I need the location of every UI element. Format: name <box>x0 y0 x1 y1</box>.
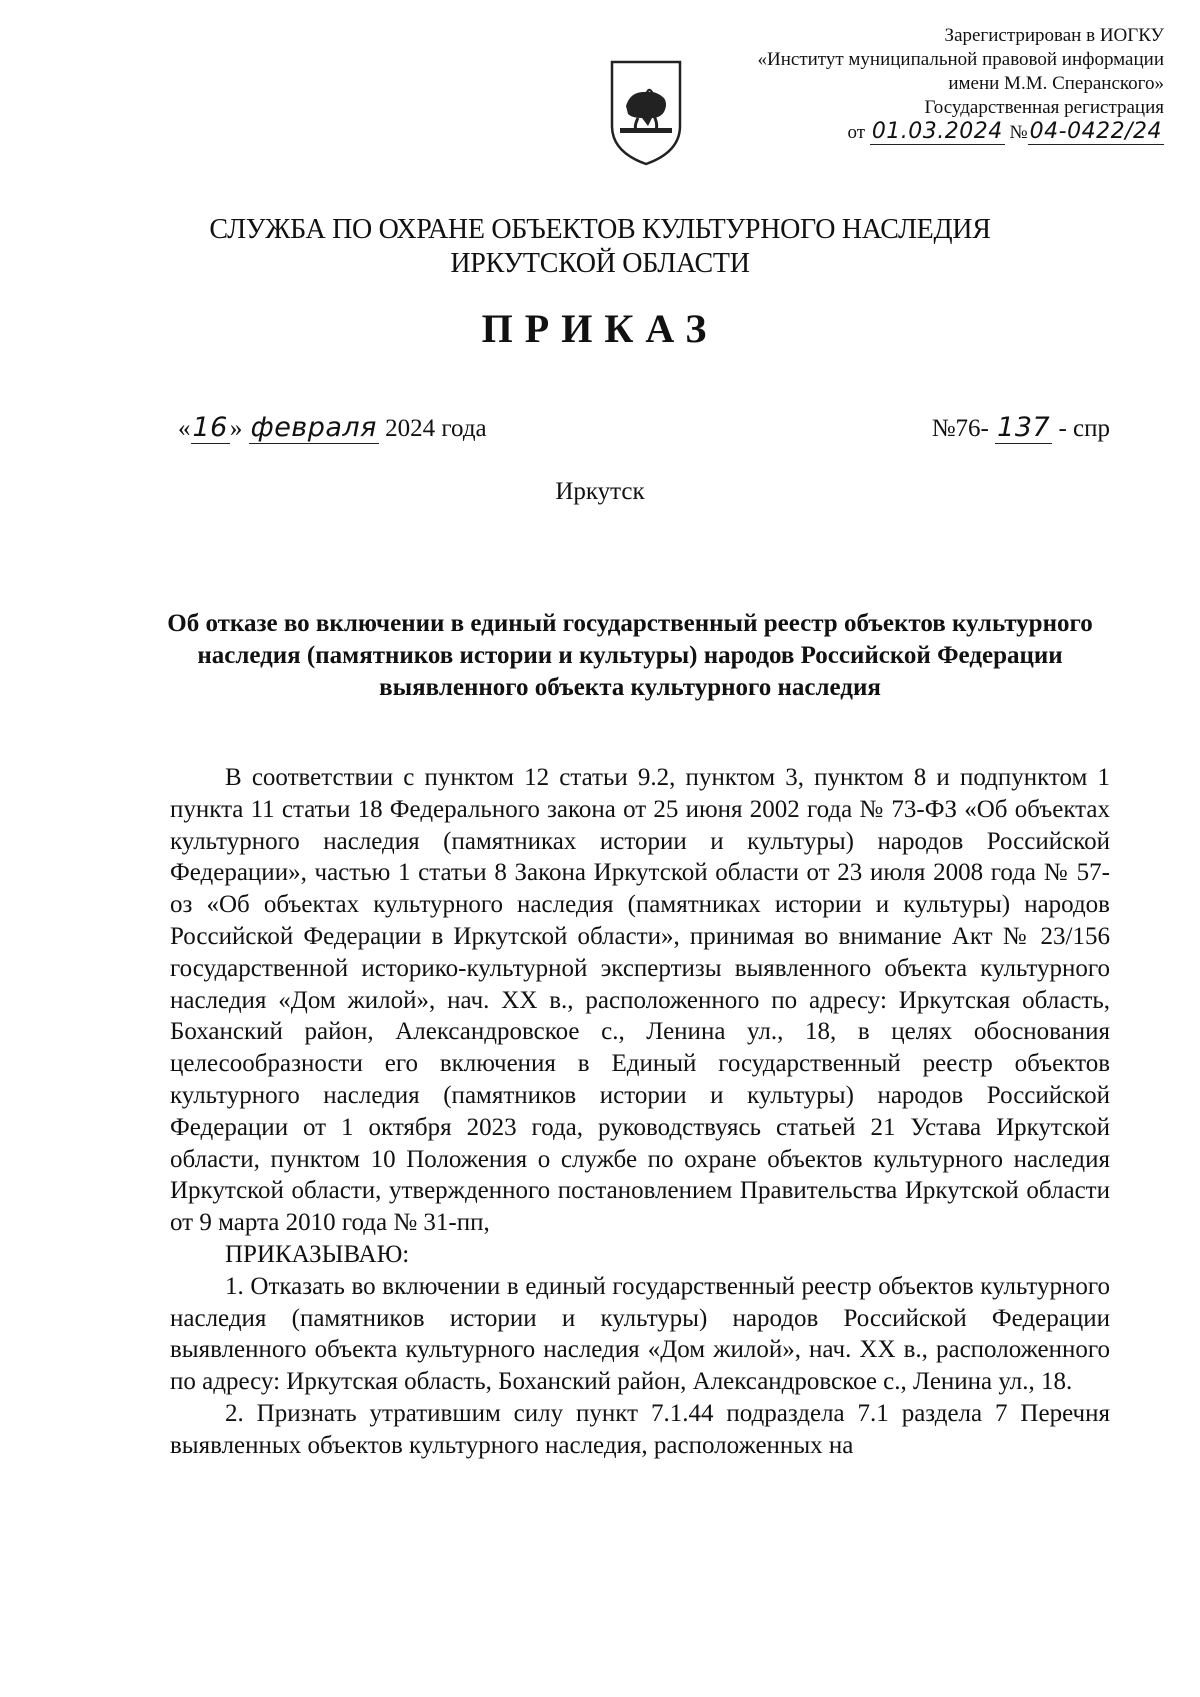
order-number-suffix: - спр <box>1058 415 1110 442</box>
registration-number-handwritten: 04-0422/24 <box>1029 119 1162 144</box>
order-number-prefix: №76- <box>931 415 989 442</box>
close-quote: » <box>229 415 243 442</box>
registration-date-line <box>758 120 1165 145</box>
registration-number-prefix: № <box>1009 122 1028 143</box>
document-subject: Об отказе во включении в единый государственный реестр объектов культурного наследия (памятников истории и культуры) народов Российской Федерации выявленного объекта культурного наследия <box>167 610 1093 701</box>
registration-line-3: имени М.М. Сперанского» <box>948 73 1164 94</box>
open-quote: « <box>178 415 191 442</box>
organization-line-1: СЛУЖБА ПО ОХРАНЕ ОБЪЕКТОВ КУЛЬТУРНОГО НАСЛЕДИЯ <box>209 214 991 245</box>
order-item-1: 1. Отказать во включении в единый государственный реестр объектов культурного наследия (памятников истории и культуры) народов Российской Федерации выявленного объекта культурного наследия «Дом жилой», нач. XX в., расположенного по адресу: Иркутская область, Боханский район, Александровское с., Ленина ул., 18. <box>170 1272 1110 1396</box>
registration-line-4: Государственная регистрация <box>924 97 1164 118</box>
order-date <box>178 412 487 443</box>
order-number <box>932 412 1110 443</box>
organization-title <box>0 213 1200 281</box>
order-item-2: 2. Признать утратившим силу пункт 7.1.44 подраздела 7.1 раздела 7 Перечня выявленных объектов культурного наследия, расположенных на <box>170 1399 1110 1459</box>
order-number-handwritten: 137 <box>997 412 1051 443</box>
order-day-handwritten: 16 <box>192 412 228 443</box>
document-body <box>170 762 1110 1462</box>
registration-stamp <box>758 24 1165 145</box>
order-word: ПРИКАЗЫВАЮ: <box>225 1240 410 1268</box>
order-month-handwritten: февраля <box>250 412 377 443</box>
registration-date-handwritten: 01.03.2024 <box>871 119 1003 144</box>
order-year: 2024 года <box>385 415 487 442</box>
registration-date-prefix: от <box>847 122 866 143</box>
registration-line-1: Зарегистрирован в ИОГКУ <box>944 25 1164 46</box>
coat-of-arms-emblem <box>608 56 684 168</box>
organization-line-2: ИРКУТСКОЙ ОБЛАСТИ <box>450 248 750 279</box>
document-type-title: ПРИКАЗ <box>481 306 719 351</box>
registration-line-2: «Институт муниципальной правовой информации <box>757 49 1164 70</box>
preamble-paragraph: В соответствии с пунктом 12 статьи 9.2, пунктом 3, пунктом 8 и подпунктом 1 пункта 11 статьи 18 Федерального закона от 25 июня 2002 года № 73-ФЗ «Об объектах культурного наследия (памятниках истории и культуры) народов Российской Федерации», частью 1 статьи 8 Закона Иркутской области от 23 июля 2008 года № 57-оз «Об объектах культурного наследия (памятниках истории и культуры) народов Российской Федерации в Иркутской области», принимая во внимание Акт № 23/156 государственной историко-культурной экспертизы выявленного объекта культурного наследия «Дом жилой», нач. XX в., расположенного по адресу: Иркутская область, Боханский район, Александровское с., Ленина ул., 18, в целях обоснования целесообразности его включения в Единый государственный реестр объектов культурного наследия (памятников истории и культуры) народов Российской Федерации от 1 октября 2023 года, руководствуясь статьей 21 Устава Иркутской области, пунктом 10 Положения о службе по охране объектов культурного наследия Иркутской области, утвержденного постановлением Правительства Иркутской области от 9 марта 2010 года № 31-пп, <box>170 764 1110 1237</box>
city-name: Иркутск <box>555 478 645 505</box>
